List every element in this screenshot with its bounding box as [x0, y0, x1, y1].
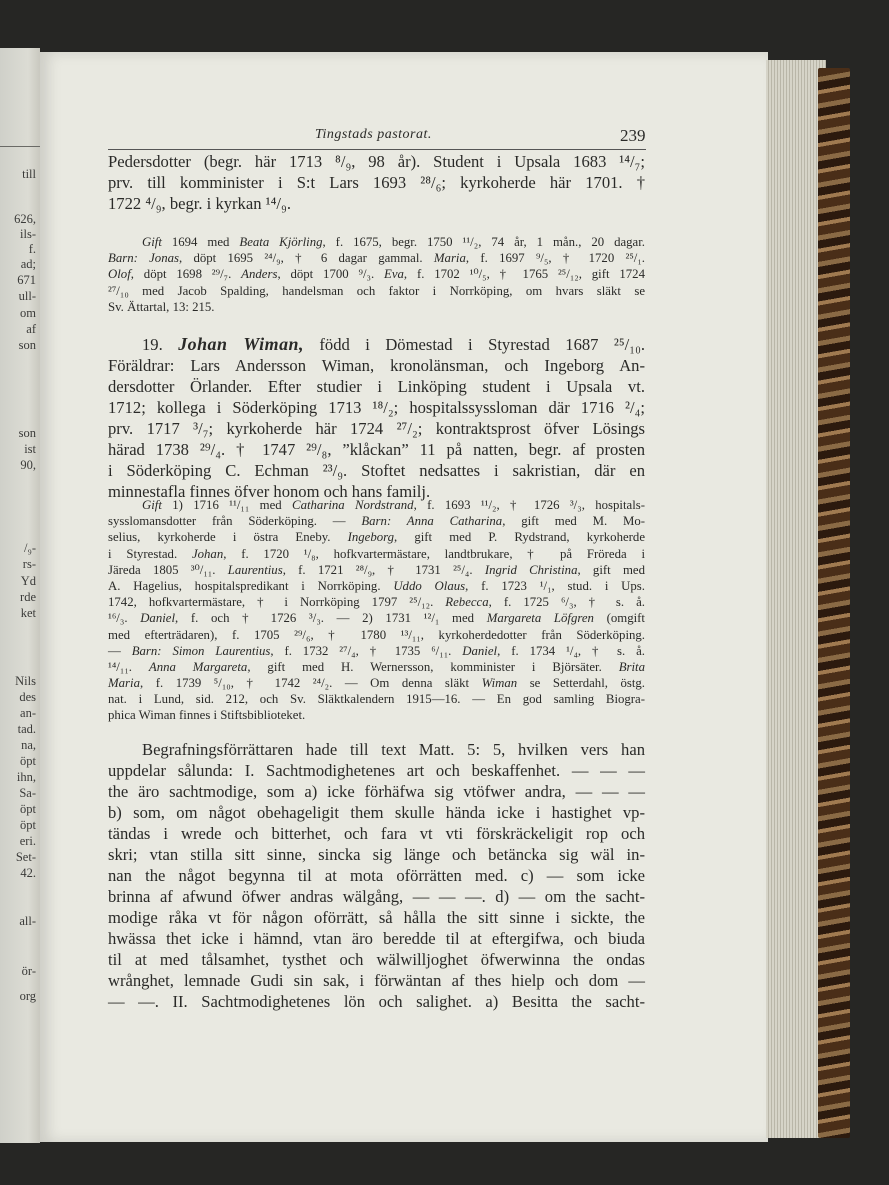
- left-page-text-fragment: rde: [20, 590, 36, 604]
- italic-name: Uddo Olaus: [393, 578, 466, 593]
- running-head: Tingstads pastorat.: [315, 127, 432, 142]
- text-line: [108, 886, 645, 907]
- text-line: [108, 334, 645, 355]
- left-page-text-fragment: org: [19, 989, 36, 1003]
- text-line: [108, 172, 645, 193]
- left-page-text-fragment: Nils: [15, 674, 36, 688]
- text-line: [108, 355, 645, 376]
- text-line: [108, 151, 645, 172]
- text-run: —: [108, 643, 132, 658]
- paragraph-funeral-sermon: [108, 739, 645, 1012]
- left-page-text-fragment: ils-: [20, 227, 36, 241]
- left-page-text-fragment: tad.: [17, 722, 36, 736]
- italic-name: Gift: [142, 498, 162, 512]
- left-page-text-fragment: 626,: [14, 212, 36, 226]
- text-run: , f. 1721 ²⁸/₉, † 1731 ²⁵/₄.: [282, 562, 485, 577]
- left-page-text-fragment: des: [19, 690, 36, 704]
- text-run: phica Wiman finnes i Stiftsbiblioteket.: [108, 708, 306, 723]
- italic-name: Eva: [384, 267, 404, 282]
- paragraph-johan-wiman: [108, 334, 645, 502]
- text-run: härad 1738 ²⁹/₄. † 1747 ²⁹/₈, ”klåckan” 11 på natten, begr. af prosten: [108, 440, 645, 459]
- text-run: , gift med M. Mo-: [502, 514, 646, 529]
- text-run: 1694 med: [161, 235, 240, 249]
- left-page-text-fragment: öpt: [20, 754, 36, 768]
- text-line: [108, 781, 645, 802]
- text-run: minnestafla finnes öfver honom och hans familj.: [108, 482, 431, 501]
- text-run: 19.: [142, 335, 179, 354]
- text-line: [108, 460, 645, 481]
- text-run: modige råka vt för någon oförrätt, så hålla the sitt sinne i sickte, the: [108, 908, 645, 927]
- text-run: , gift med: [577, 562, 645, 577]
- text-run: brinna af afwund öfwer andras wälgång, — — —. d) — om the sacht-: [108, 887, 645, 906]
- text-run: ¹⁴/₁₁.: [108, 659, 149, 674]
- text-run: hwässa thet icke i hämnd, vtan äro beredde til at eftergifwa, och biuda: [108, 929, 645, 948]
- text-run: prv. till komminister i S:t Lars 1693 ²⁸/₆; kyrkoherde här 1701. †: [108, 173, 645, 192]
- left-page-text-fragment: om: [20, 306, 36, 320]
- left-page-text-fragment: all-: [19, 914, 36, 928]
- text-run: , f. 1697 ⁹/₅, † 1720 ²⁵/₁.: [465, 251, 645, 266]
- text-run: til at med tålsamhet, tysthet och wälwilljoghet öfwerwinna the ondas: [108, 950, 645, 969]
- text-run: b) som, om något obehageligit them skulle hända icke i hastighet vp-: [108, 803, 645, 822]
- text-line: [108, 627, 645, 643]
- text-run: nat. i Lund, sid. 212, och Sv. Släktkalendern 1915—16. — En god samling Biogra-: [108, 692, 645, 707]
- paragraph-pedersdotter: [108, 151, 645, 214]
- text-run: 1742, hofkvartermästare, † i Norrköping 1797 ²⁵/₁₂.: [108, 595, 446, 610]
- text-line: [108, 497, 645, 513]
- italic-name: Daniel: [140, 611, 176, 626]
- italic-name: Catharina Nordstrand: [292, 498, 414, 512]
- left-page-text-fragment: rs-: [22, 557, 36, 571]
- text-line: [108, 802, 645, 823]
- text-run: the äro sachtmodige, som a) icke förhäfwa sig vtöfwer andra, — — —: [108, 782, 645, 801]
- left-page-text-fragment: son: [18, 338, 36, 352]
- left-page-text-fragment: ör-: [21, 964, 36, 978]
- text-run: — —. II. Sachtmodighetenes lön och salighet. a) Besitta the sacht-: [108, 992, 645, 1011]
- italic-name: Daniel: [462, 643, 498, 658]
- text-run: Pedersdotter (begr. här 1713 ⁸/₉, 98 år). Student i Upsala 1683 ¹⁴/₇;: [108, 152, 645, 171]
- text-line: [108, 418, 645, 439]
- italic-name: Ingeborg: [347, 530, 395, 545]
- text-line: [108, 928, 645, 949]
- text-run: 1712; kollega i Söderköping 1713 ¹⁸/₂; hospitalssyssloman där 1716 ²/₄;: [108, 398, 645, 417]
- left-page-text-fragment: Yd: [20, 574, 36, 588]
- text-run: tändas i wrede och bitterhet, och fara vt vti förskräckeligit rop och: [108, 824, 645, 843]
- left-page-text-fragment: na,: [21, 738, 36, 752]
- text-run: ¹⁶/₃.: [108, 611, 141, 626]
- italic-name: Anna Margareta: [148, 659, 248, 674]
- page-stack-edge: [766, 60, 826, 1138]
- text-run: , gift med P. Rydstrand, kyrkoherde: [394, 530, 645, 545]
- left-page-text-fragment: eri.: [19, 834, 36, 848]
- text-line: [108, 562, 645, 578]
- italic-name: Johan: [191, 546, 224, 561]
- text-line: [108, 739, 645, 760]
- text-run: född i Dömestad i Styrestad 1687 ²⁵/₁₀.: [303, 335, 646, 354]
- italic-name: Barn: Anna Catharina: [361, 514, 503, 529]
- text-run: i Söderköping C. Echman ²³/₉. Stoftet nedsattes i sakristian, där en: [108, 461, 645, 480]
- text-line: [108, 991, 645, 1012]
- text-line: [108, 970, 645, 991]
- italic-name: Beata Kjörling: [239, 235, 323, 249]
- left-facing-page: [0, 48, 40, 1143]
- italic-name: Olof: [108, 267, 131, 282]
- text-line: [108, 546, 645, 562]
- text-run: wrånghet, lemnade Gudi sin sak, i förwäntan af thes hielp och dom —: [108, 971, 645, 990]
- text-run: Järeda 1805 ³⁰/₁₁.: [108, 562, 228, 577]
- text-line: [108, 283, 645, 299]
- left-page-text-fragment: ist: [24, 442, 36, 456]
- text-run: , döpt 1698 ²⁹/₇.: [130, 267, 242, 282]
- left-page-text-fragment: ull-: [18, 289, 36, 303]
- left-page-text-fragment: 671: [17, 273, 36, 287]
- text-line: [108, 578, 645, 594]
- text-run: , döpt 1700 ⁹/₃.: [277, 267, 384, 282]
- italic-name: Maria: [433, 251, 466, 266]
- italic-name: Gift: [142, 235, 162, 249]
- text-line: [108, 907, 645, 928]
- text-line: [108, 675, 645, 691]
- text-run: , döpt 1695 ²⁴/₉, † 6 dagar gammal.: [178, 251, 434, 266]
- text-run: , gift med H. Wernersson, komminister i Björsäter.: [247, 659, 619, 674]
- italic-name: Ingrid Christina: [484, 562, 578, 577]
- text-line: [108, 691, 645, 707]
- italic-name: Rebecca: [445, 595, 489, 610]
- header-rule: [108, 149, 646, 150]
- text-line: [108, 760, 645, 781]
- left-page-text-fragment: ihn,: [16, 770, 36, 784]
- text-run: uppdelar sålunda: I. Sachtmodighetenes art och beskaffenhet. — — —: [108, 761, 645, 780]
- text-run: A. Hagelius, hospitalspredikant i Norrköping.: [108, 578, 394, 593]
- text-line: [108, 376, 645, 397]
- italic-name: Laurentius: [227, 562, 283, 577]
- text-run: 1) 1716 ¹¹/₁₁ med: [161, 498, 293, 512]
- text-line: [108, 513, 645, 529]
- text-run: med efterträdaren), f. 1705 ²⁹/₆, † 1780 ¹³/₁₁, kyrkoherdedotter från Söderköping.: [108, 627, 645, 642]
- text-run: i Styrestad.: [108, 546, 192, 561]
- text-line: [108, 610, 645, 626]
- text-run: (omgift: [593, 611, 645, 626]
- text-run: , f. och † 1726 ³/₃. — 2) 1731 ¹²/₁ med: [175, 611, 487, 626]
- italic-name: Maria: [108, 676, 140, 691]
- text-line: [108, 844, 645, 865]
- text-run: Sv. Ättartal, 13: 215.: [108, 299, 215, 314]
- left-page-text-fragment: 90,: [20, 458, 36, 472]
- left-page-text-fragment: son: [18, 426, 36, 440]
- text-run: Begrafningsförrättaren hade till text Matt. 5: 5, hvilken vers han: [142, 740, 645, 759]
- left-page-text-fragment: /₉-: [24, 541, 36, 555]
- text-run: , f. 1702 ¹⁰/₅, † 1765 ²⁵/₁₂, gift 1724: [403, 267, 645, 282]
- text-run: prv. 1717 ³/₇; kyrkoherde här 1724 ²⁷/₂; kontraktsprost öfver Lösings: [108, 419, 645, 438]
- text-line: [108, 439, 645, 460]
- text-run: , f. 1734 ¹/₄, † s. å.: [497, 643, 645, 658]
- text-line: [108, 949, 645, 970]
- left-page-text-fragment: ket: [20, 606, 36, 620]
- text-run: , f. 1723 ¹/₁, stud. i Ups.: [465, 578, 645, 593]
- left-page-text-fragment: Set-: [15, 850, 36, 864]
- left-page-text-fragment: ad;: [20, 257, 36, 271]
- left-page-text-fragment: an-: [20, 706, 36, 720]
- left-page-text-fragment: till: [22, 167, 36, 181]
- italic-name: Barn: Jonas: [108, 251, 179, 266]
- text-line: [108, 865, 645, 886]
- footnote-family-1: [108, 234, 645, 315]
- text-line: [108, 529, 645, 545]
- text-line: [108, 250, 645, 266]
- page-number: 239: [620, 126, 646, 145]
- left-page-text-fragment: af: [26, 322, 36, 336]
- text-run: 1722 ⁴/₉, begr. i kyrkan ¹⁴/₉.: [108, 194, 291, 213]
- italic-name: Brita: [618, 659, 645, 674]
- text-run: dersdotter Örlander. Efter studier i Linköping student i Upsala vt.: [108, 377, 645, 396]
- italic-name: Barn: Simon Laurentius: [131, 643, 271, 658]
- text-line: [108, 659, 645, 675]
- text-line: [108, 823, 645, 844]
- text-line: [108, 299, 645, 315]
- text-line: [108, 594, 645, 610]
- left-page-text-fragment: f.: [28, 242, 36, 256]
- entry-name: Johan Wiman,: [178, 334, 304, 354]
- text-run: nan the något begynna til at mota oförrätten med. c) — som icke: [108, 866, 645, 885]
- text-run: ²⁷/₁₀ med Jacob Spalding, handelsman och faktor i Norrköping, om hvars släkt se: [108, 283, 645, 298]
- text-line: [108, 234, 645, 250]
- text-run: se Setterdahl, östg.: [517, 676, 645, 691]
- text-line: [108, 707, 645, 723]
- text-run: Föräldrar: Lars Andersson Wiman, kronolänsman, och Ingeborg An-: [108, 356, 645, 375]
- left-page-text-fragment: Sa-: [19, 786, 36, 800]
- text-line: [108, 397, 645, 418]
- text-line: [108, 266, 645, 282]
- marbled-book-edge: [818, 68, 850, 1138]
- text-line: [108, 193, 645, 214]
- text-run: , f. 1693 ¹¹/₂, † 1726 ³/₃, hospitals-: [413, 498, 645, 512]
- text-run: sysslomansdotter från Söderköping. —: [108, 514, 362, 529]
- text-run: , f. 1739 ⁵/₁₀, † 1742 ²⁴/₂. — Om denna släkt: [140, 676, 482, 691]
- left-page-rule: [0, 146, 40, 147]
- text-run: , f. 1725 ⁶/₃, † s. å.: [488, 595, 645, 610]
- left-page-text-fragment: 42.: [20, 866, 36, 880]
- text-run: , f. 1732 ²⁷/₄, † 1735 ⁶/₁₁.: [270, 643, 463, 658]
- footnote-family-wiman: [108, 497, 645, 724]
- text-run: skri; vtan stilla sitt sinne, sincka sig länge och betäncka sig wäl in-: [108, 845, 645, 864]
- text-line: [108, 643, 645, 659]
- italic-name: Margareta Löfgren: [486, 611, 594, 626]
- text-run: , f. 1720 ¹/₈, hofkvartermästare, landtbrukare, † på Fröreda i: [223, 546, 646, 561]
- text-run: , f. 1675, begr. 1750 ¹¹/₂, 74 år, 1 mån., 20 dagar.: [322, 235, 645, 249]
- text-run: selius, kyrkoherde i östra Eneby.: [108, 530, 348, 545]
- left-page-text-fragment: öpt: [20, 802, 36, 816]
- italic-name: Wiman: [481, 676, 518, 691]
- left-page-text-fragment: öpt: [20, 818, 36, 832]
- italic-name: Anders: [241, 267, 278, 282]
